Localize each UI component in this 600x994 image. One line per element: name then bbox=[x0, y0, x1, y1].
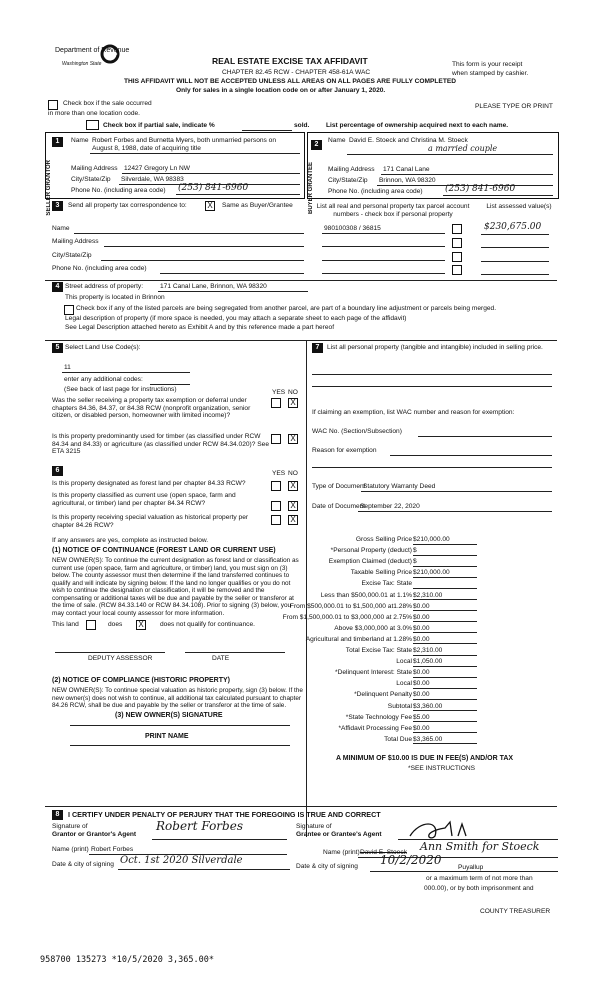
send-correspondence-label: Send all property tax correspondence to: bbox=[68, 202, 187, 209]
land-does-not-checkbox[interactable]: X bbox=[136, 620, 146, 630]
tax-row-label: Taxable Selling Price bbox=[350, 569, 412, 577]
notice-2-body: NEW OWNER(S): To continue special valuation as historic property, sign (3) below. If the new owner(s) does not wish to continue, all additional tax calculated pursuant to chapter 84.26 RCW, shall be due and payable by the seller or transferor at the time of sale. bbox=[52, 687, 303, 709]
seller-name-2[interactable]: August 8, 1988, date of acquiring title bbox=[92, 145, 201, 152]
minimum-fee-label: A MINIMUM OF $10.00 IS DUE IN FEE(S) AND/OR TAX bbox=[336, 755, 514, 762]
sold-label: sold. bbox=[294, 122, 310, 129]
same-as-buyer-label: Same as Buyer/Grantee bbox=[222, 202, 293, 209]
certify-label: I CERTIFY UNDER PENALTY OF PERJURY THAT THE FOREGOING IS TRUE AND CORRECT bbox=[68, 810, 381, 819]
grantor-date-city[interactable]: Oct. 1st 2020 Silverdale bbox=[120, 855, 243, 866]
assessed-header: List assessed value(s) bbox=[486, 203, 552, 210]
tax-row-value[interactable]: $0.00 bbox=[413, 602, 430, 610]
grantor-print-label: Name (print) bbox=[52, 846, 89, 853]
partial-sale-label: Check box if partial sale, indicate % bbox=[103, 122, 215, 129]
tax-row-value[interactable]: $0.00 bbox=[413, 613, 430, 621]
doc-date[interactable]: September 22, 2020 bbox=[360, 503, 420, 510]
tax-row-label: Total Excise Tax: State bbox=[345, 647, 412, 654]
section-1-number: 1 bbox=[52, 137, 63, 147]
land-use-label: Select Land Use Code(s): bbox=[65, 344, 141, 351]
tax-row-value[interactable]: $5.00 bbox=[413, 713, 430, 721]
new-owner-signature-label: (3) NEW OWNER(S) SIGNATURE bbox=[115, 712, 223, 719]
seller-mail-label: Mailing Address bbox=[71, 165, 118, 172]
buyer-phone[interactable]: (253) 841-6960 bbox=[445, 184, 516, 194]
segregated-label: Check box if any of the listed parcels are being segregated from another parcel, are part of a boundary line adjustment or parcels being merged. bbox=[76, 305, 497, 312]
tax-row-value[interactable]: $3,360.00 bbox=[413, 702, 443, 710]
street-address[interactable]: 171 Canal Lane, Brinnon, WA 98320 bbox=[160, 283, 267, 290]
multi-location-label-1: Check box if the sale occurred bbox=[63, 100, 152, 107]
segregated-checkbox[interactable] bbox=[64, 305, 74, 315]
parcel-header: List all real and personal property tax parcel account numbers - check box if personal property bbox=[316, 203, 470, 218]
perjury-note-2: 000.00), or by both imprisonment and bbox=[424, 885, 534, 892]
tax-row-label: From $1,500,000.01 to $3,000,000 at 2.75% bbox=[282, 613, 412, 621]
wac-no-label: WAC No. (Section/Subsection) bbox=[312, 428, 402, 435]
does-not-qualify-label: does not qualify for continuance. bbox=[160, 621, 255, 628]
section-6-number: 6 bbox=[52, 466, 63, 476]
receipt-note-2: when stamped by cashier. bbox=[452, 70, 529, 77]
street-address-label: Street address of property: bbox=[65, 283, 144, 290]
tax-row-value[interactable]: $210,000.00 bbox=[413, 569, 450, 577]
q-timber-no[interactable]: X bbox=[288, 434, 298, 444]
this-land-label: This land bbox=[52, 621, 79, 628]
section-5-number: 5 bbox=[52, 343, 63, 353]
land-does-checkbox[interactable] bbox=[86, 620, 96, 630]
buyer-city[interactable]: Brinnon, WA 98320 bbox=[379, 177, 436, 184]
reason-label: Reason for exemption bbox=[312, 447, 377, 454]
q-historic: Is this property receiving special valuation as historical property per chapter 84.26 RCW? bbox=[52, 514, 249, 529]
corr-name-label: Name bbox=[52, 225, 70, 232]
grantee-sig-label-b: Grantee or Grantee's Agent bbox=[296, 831, 382, 838]
yes-header-6: YES bbox=[272, 470, 286, 477]
form-title: REAL ESTATE EXCISE TAX AFFIDAVIT bbox=[212, 56, 368, 66]
print-name-label: PRINT NAME bbox=[145, 733, 189, 740]
q-exemption-no[interactable]: X bbox=[288, 398, 298, 408]
q-current-use-no[interactable]: X bbox=[288, 501, 298, 511]
q-forest-no[interactable]: X bbox=[288, 481, 298, 491]
tax-row-label: *Delinquent Penalty bbox=[354, 691, 412, 699]
notice-1-body: NEW OWNER(S): To continue the current designation as forest land or classification as current use (open space, farm and agriculture, or timber) land, you must sign on (3) below. The county assessor must then determine if the land transferred continues to qualify and will indicate by signing below. If the land no longer qualifies or you do not wish to continue the designation or classification, it will be removed and the compensating or additional taxes will be due and payable by the seller or transferor at the time of sale. (RCW 84.33.140 or RCW 84.34.108). Prior to signing (3) below, you may contact your local county assessor for more information. bbox=[52, 557, 299, 617]
tax-row-label: *Personal Property (deduct) bbox=[330, 547, 412, 555]
seller-side-label: SELLER GRANTOR bbox=[46, 160, 52, 216]
tax-row-label: From $500,000.01 to $1,500,000 at1.28% bbox=[289, 602, 412, 610]
tax-row-value[interactable]: $210,000.00 bbox=[413, 536, 450, 543]
tax-row-label: Excise Tax: State bbox=[361, 580, 412, 588]
q-current-use: Is this property classified as current use (open space, farm and agricultural, or timber) land per chapter 84.34 RCW? bbox=[52, 492, 236, 507]
section-7-number: 7 bbox=[312, 343, 323, 353]
agency-name: Department of Revenue bbox=[55, 47, 130, 54]
buyer-name[interactable]: David E. Stoeck and Christina M. Stoeck bbox=[349, 137, 468, 144]
tax-row-label: *Delinquent Interest: State bbox=[335, 669, 412, 677]
receipt-note-1: This form is your receipt bbox=[452, 61, 523, 68]
recording-stamp: 958700 135273 *10/5/2020 3,365.00* bbox=[40, 955, 214, 965]
section-3-number: 3 bbox=[52, 201, 63, 211]
seller-name[interactable]: Robert Forbes and Burnetta Myers, both unmarried persons on bbox=[92, 137, 276, 144]
multi-location-label-2: in more than one location code. bbox=[48, 110, 141, 117]
tax-row-value[interactable]: $0.00 bbox=[413, 691, 430, 699]
buyer-name-handwritten[interactable]: a married couple bbox=[428, 144, 498, 153]
buyer-side-label: BUYER GRANTEE bbox=[308, 162, 314, 215]
grantee-handwritten-name[interactable]: Ann Smith for Stoeck bbox=[420, 840, 540, 853]
personal-property-checkbox-2[interactable] bbox=[452, 238, 462, 248]
form-only-for: Only for sales in a single location code on or after January 1, 2020. bbox=[176, 87, 386, 94]
seller-phone-label: Phone No. (including area code) bbox=[71, 187, 166, 194]
wac-claim-label: If claiming an exemption, list WAC number and reason for exemption: bbox=[312, 409, 515, 416]
q-timber-yes[interactable] bbox=[271, 434, 281, 444]
date-label: DATE bbox=[212, 655, 230, 662]
q-historic-yes[interactable] bbox=[271, 515, 281, 525]
grantor-signature[interactable]: Robert Forbes bbox=[156, 819, 243, 833]
no-header-5: NO bbox=[288, 389, 298, 396]
section-8-number: 8 bbox=[52, 810, 63, 820]
property-located: This property is located in Brinnon bbox=[65, 294, 165, 301]
grantee-print[interactable]: David E. Stoeck bbox=[360, 849, 407, 856]
tax-row-label: *Affidavit Processing Fee bbox=[338, 724, 412, 732]
tax-row-label: Subtotal bbox=[387, 702, 412, 710]
grantee-date[interactable]: 10/2/2020 bbox=[380, 853, 442, 867]
tax-row-value[interactable]: $ bbox=[413, 558, 417, 566]
no-header-6: NO bbox=[288, 470, 298, 477]
seller-phone[interactable]: (253) 841-6960 bbox=[178, 183, 249, 193]
tax-row-value[interactable]: $2,310.00 bbox=[413, 647, 443, 654]
q-forest-yes[interactable] bbox=[271, 481, 281, 491]
perjury-note-1: or a maximum term of not more than bbox=[426, 875, 533, 882]
tax-row-value[interactable]: $1,050.00 bbox=[413, 658, 443, 666]
seller-city-label: City/State/Zip bbox=[71, 176, 111, 183]
tax-row-label: Above $3,000,000 at 3.0% bbox=[334, 624, 412, 632]
tax-row-label: *State Technology Fee bbox=[345, 713, 412, 721]
grantee-city[interactable]: Puyallup bbox=[458, 864, 484, 871]
partial-sale-checkbox[interactable] bbox=[86, 120, 99, 130]
buyer-phone-label: Phone No. (including area code) bbox=[328, 188, 423, 195]
list-pct-label: List percentage of ownership acquired next to each name. bbox=[326, 122, 509, 129]
assessed-value[interactable]: $230,675.00 bbox=[484, 222, 542, 232]
personal-property-checkbox-1[interactable] bbox=[452, 224, 462, 234]
corr-city-label: City/State/Zip bbox=[52, 252, 92, 259]
doc-type-label: Type of Document bbox=[312, 483, 366, 490]
q-exemption: Was the seller receiving a property tax exemption or deferral under chapters 84.36, 84.37, or 84.38 RCW (nonprofit organization, senior citizen, or disabled person, homeowner with limited income)? bbox=[52, 397, 251, 420]
buyer-name-label: Name bbox=[328, 137, 346, 144]
grantee-date-label: Date & city of signing bbox=[296, 863, 358, 870]
tax-row-value[interactable]: $0.00 bbox=[413, 724, 430, 732]
seller-mail[interactable]: 12427 Gregory Ln NW bbox=[124, 165, 190, 172]
does-label: does bbox=[108, 621, 123, 628]
tax-row-label: Local bbox=[396, 680, 412, 688]
tax-row-label: Less than $500,000.01 at 1.1% bbox=[320, 591, 412, 599]
additional-codes-label: enter any additional codes: bbox=[64, 376, 143, 383]
tax-row-value[interactable]: $ bbox=[413, 547, 417, 555]
section-4-number: 4 bbox=[52, 282, 63, 292]
buyer-mail[interactable]: 171 Canal Lane bbox=[383, 166, 430, 173]
agency-sub: Washington State bbox=[62, 61, 102, 67]
buyer-city-label: City/State/Zip bbox=[328, 177, 368, 184]
tax-row-label: Gross Selling Price bbox=[355, 536, 412, 543]
tax-row-value[interactable]: $0.00 bbox=[413, 669, 430, 677]
form-chapter: CHAPTER 82.45 RCW - CHAPTER 458-61A WAC bbox=[222, 69, 371, 76]
grantor-print[interactable]: Robert Forbes bbox=[91, 846, 134, 853]
corr-phone-label: Phone No. (including area code) bbox=[52, 265, 147, 272]
please-type: PLEASE TYPE OR PRINT bbox=[475, 103, 553, 110]
land-use-code[interactable]: 11 bbox=[64, 364, 71, 371]
corr-mail-label: Mailing Address bbox=[52, 238, 99, 245]
seller-city[interactable]: Silverdale, WA 98383 bbox=[121, 176, 184, 183]
grantee-sig-label-a: Signature of bbox=[296, 823, 332, 830]
tax-row-label: Exemption Claimed (deduct) bbox=[328, 558, 412, 566]
q-current-use-yes[interactable] bbox=[271, 501, 281, 511]
parcel-number[interactable]: 980100308 / 36815 bbox=[324, 225, 381, 232]
deputy-assessor-label: DEPUTY ASSESSOR bbox=[88, 655, 153, 662]
personal-property-checkbox-4[interactable] bbox=[452, 265, 462, 275]
tax-row-value[interactable]: $0.00 bbox=[413, 624, 430, 632]
tax-row-label: Agricultural and timberland at 1.28% bbox=[305, 635, 412, 643]
multi-location-checkbox[interactable] bbox=[48, 100, 58, 110]
q-historic-no[interactable]: X bbox=[288, 515, 298, 525]
tax-row-label: Local bbox=[396, 658, 412, 666]
legal-desc: See Legal Description attached hereto as Exhibit A and by this reference made a part hereof bbox=[65, 324, 335, 331]
see-back-label: (See back of last page for instructions) bbox=[64, 386, 177, 393]
buyer-mail-label: Mailing Address bbox=[328, 166, 375, 173]
personal-property-label: List all personal property (tangible and intangible) included in selling price. bbox=[327, 344, 543, 351]
notice-1-title: (1) NOTICE OF CONTINUANCE (FOREST LAND OR CURRENT USE) bbox=[52, 547, 276, 554]
yes-header-5: YES bbox=[272, 389, 286, 396]
q-forest: Is this property designated as forest land per chapter 84.33 RCW? bbox=[52, 480, 246, 487]
same-as-buyer-checkbox[interactable]: X bbox=[205, 201, 215, 211]
if-yes-label: If any answers are yes, complete as instructed below. bbox=[52, 537, 209, 544]
grantor-sig-label-b: Grantor or Grantor's Agent bbox=[52, 831, 137, 838]
doc-date-label: Date of Document bbox=[312, 503, 366, 510]
q-timber: Is this property predominantly used for timber (as classified under RCW 84.34 and 84.33) or agriculture (as classified under RCW 84.34.020)? See ETA 3215 bbox=[52, 433, 269, 456]
personal-property-checkbox-3[interactable] bbox=[452, 252, 462, 262]
grantee-print-label: Name (print) bbox=[323, 849, 360, 856]
tax-row-value[interactable]: $2,310.00 bbox=[413, 591, 443, 599]
q-exemption-yes[interactable] bbox=[271, 398, 281, 408]
form-warning: THIS AFFIDAVIT WILL NOT BE ACCEPTED UNLESS ALL AREAS ON ALL PAGES ARE FULLY COMPLETED bbox=[124, 78, 457, 85]
tax-row-value[interactable]: $0.00 bbox=[413, 635, 430, 643]
county-treasurer-label: COUNTY TREASURER bbox=[480, 908, 551, 915]
legal-desc-label: Legal description of property (if more space is needed, you may attach a separate sheet to each page of the affidavit) bbox=[65, 315, 407, 322]
notice-2-title: (2) NOTICE OF COMPLIANCE (HISTORIC PROPERTY) bbox=[52, 677, 230, 684]
grantor-sig-label-a: Signature of bbox=[52, 823, 88, 830]
tax-row-value[interactable]: $3,365.00 bbox=[413, 735, 443, 743]
seller-name-label: Name bbox=[71, 137, 89, 144]
section-2-number: 2 bbox=[311, 140, 322, 150]
tax-row-value[interactable]: $0.00 bbox=[413, 680, 430, 688]
grantor-date-label: Date & city of signing bbox=[52, 861, 114, 868]
see-instructions-label: *SEE INSTRUCTIONS bbox=[408, 765, 476, 772]
tax-row-label: Total Due bbox=[384, 735, 412, 743]
doc-type[interactable]: Statutory Warranty Deed bbox=[363, 483, 436, 490]
